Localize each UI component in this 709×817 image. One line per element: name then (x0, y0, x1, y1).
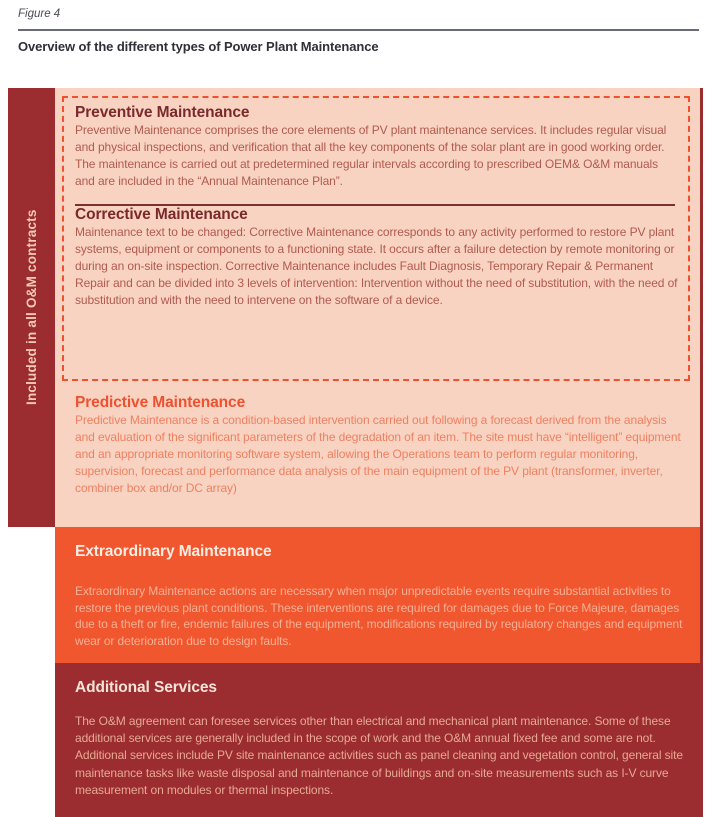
figure-label: Figure 4 (18, 8, 61, 20)
extraordinary-title: Extraordinary Maintenance (75, 543, 272, 560)
section-corrective (75, 206, 683, 309)
included-services-panel (55, 88, 703, 527)
preventive-title: Preventive Maintenance (75, 104, 250, 121)
figure-title: Overview of the different types of Power Plant Maintenance (18, 39, 379, 54)
corrective-body: Maintenance text to be changed: Corrective Maintenance corresponds to any activity performed to restore PV plant systems, equipment or components to a functioning state. It occurs after a failure detection by remote monitoring or during an on-site inspection. Corrective Maintenance includes Fault Diagnosis, Temporary Repair & Permanent Repair and can be divided into 3 levels of intervention: Intervention without the need of substitution, with the need of substitution and with the need to intervene on the software of a device. (75, 225, 678, 307)
core-maintenance-group (62, 96, 690, 381)
sidebar-label: Included in all O&M contracts (24, 209, 39, 406)
predictive-body: Predictive Maintenance is a condition-based intervention carried out following a forecast derived from the analysis and evaluation of the significant parameters of the degradation of an item. The site must have “intelligent” equipment and an appropriate monitoring software system, allowing the Operations team to perform regular monitoring, supervision, forecast and performance data analysis of the main equipment of the PV plant (transformer, inverter, combiner box and/or DC array) (75, 413, 681, 495)
section-predictive (75, 394, 689, 497)
preventive-body: Preventive Maintenance comprises the core elements of PV plant maintenance services. It includes regular visual and physical inspections, and verification that all the key components of the solar plant are in good working order. The maintenance is carried out at predetermined regular intervals according to prescribed OEM& O&M manuals and are included in the “Annual Maintenance Plan”. (75, 123, 667, 188)
additional-body: The O&M agreement can foresee services other than electrical and mechanical plant maintenance. Some of these additional services are generally included in the scope of work and the O&M annual fixed fee and some are not. Additional services include PV site maintenance activities such as panel cleaning and vegetation control, general site maintenance tasks like waste disposal and maintenance of buildings and on-site measurements such as I-V curve measurement on modules or thermal inspections. (75, 714, 683, 797)
header-divider (18, 29, 699, 31)
additional-title: Additional Services (75, 679, 217, 696)
section-additional (55, 663, 703, 817)
corrective-title: Corrective Maintenance (75, 206, 248, 223)
section-preventive (75, 104, 683, 190)
included-contracts-sidebar (8, 88, 55, 527)
predictive-title: Predictive Maintenance (75, 394, 246, 411)
section-extraordinary (55, 527, 703, 663)
extraordinary-body: Extraordinary Maintenance actions are necessary when major unpredictable events require substantial activities to restore the previous plant conditions. These interventions are required for damages due to Force Majeure, damages due to a theft or fire, endemic failures of the equipment, modifications required by regulatory changes and equipment wear or deterioration due to design faults. (75, 584, 683, 648)
